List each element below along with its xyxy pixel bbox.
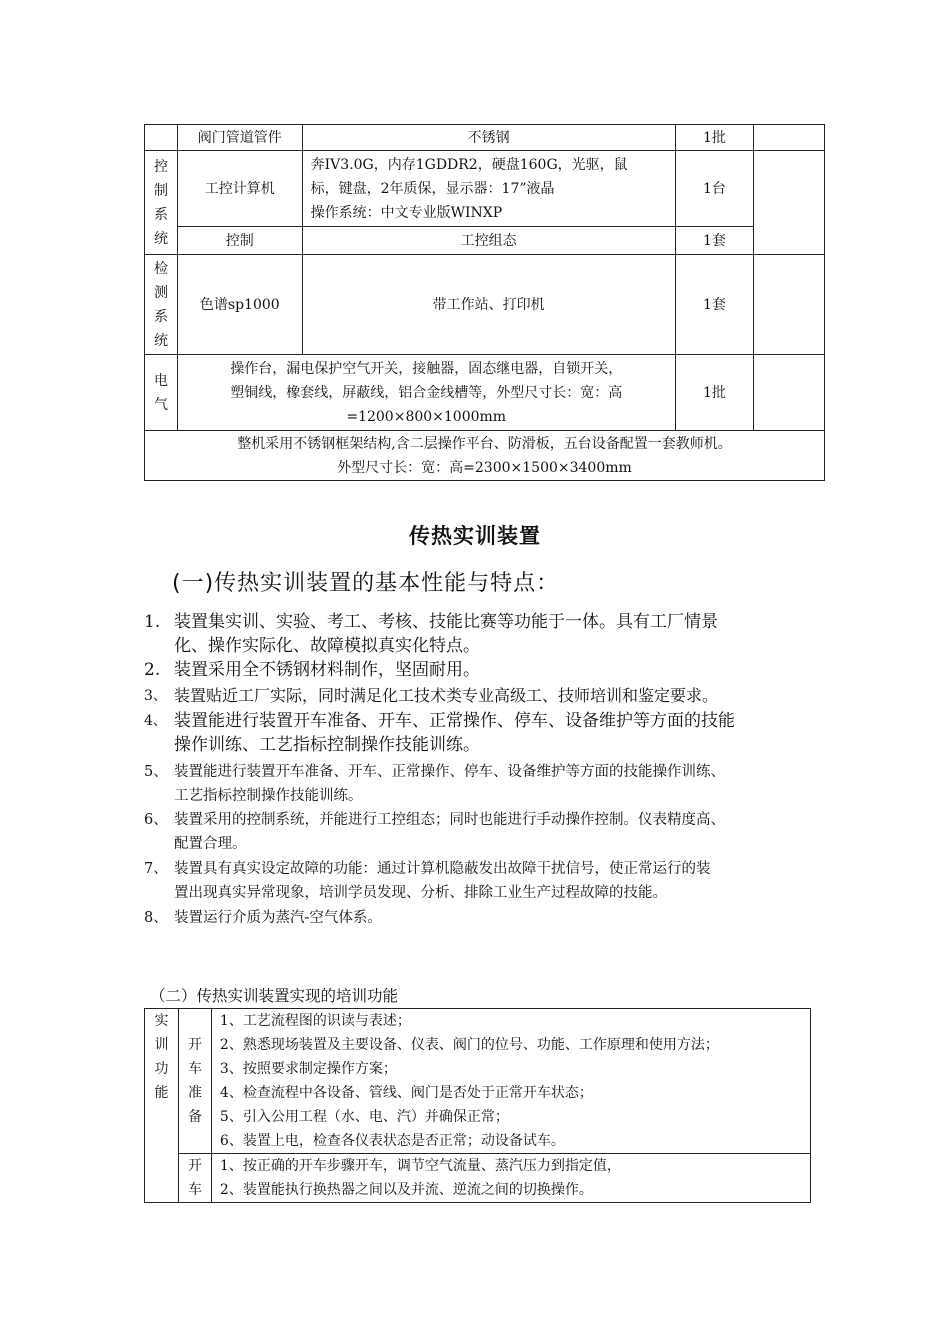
item-line: 操作训练、工艺指标控制操作技能训练。 [174, 735, 480, 755]
stage-char: 准 [187, 1085, 202, 1101]
spec-line: =1200×800×1000mm [346, 408, 507, 425]
table-row [145, 151, 825, 227]
item-qty: 1台 [675, 151, 754, 227]
table-footer-note [145, 431, 825, 481]
group-label-control-system [145, 151, 178, 255]
empty-cell [145, 125, 178, 151]
item-line: 装置能进行装置开车准备、开车、正常操作、停车、设备维护等方面的技能 [174, 711, 735, 731]
item-qty: 1批 [675, 355, 754, 431]
group-char: 检 [153, 260, 168, 277]
category-char: 功 [154, 1061, 169, 1077]
item-qty: 1套 [675, 255, 754, 355]
group-char: 系 [153, 308, 168, 325]
item-qty: 1批 [675, 125, 754, 151]
stage-items [211, 1154, 810, 1203]
item-text [174, 684, 854, 708]
stage-label-startup-prep [178, 1009, 211, 1154]
stage-items [211, 1009, 810, 1154]
group-char: 制 [153, 182, 168, 199]
item-text [174, 808, 854, 856]
subheading-features: (一)传热实训装置的基本性能与特点： [172, 571, 560, 596]
group-label-electrical [145, 355, 178, 431]
group-label-detection-system [145, 255, 178, 355]
item-qty: 1套 [675, 227, 754, 255]
item-text [174, 906, 824, 930]
item-text [174, 709, 824, 757]
footer-line: 外型尺寸长：宽：高=2300×1500×3400mm [337, 459, 632, 476]
item-number: 6、 [144, 812, 168, 828]
item-number: 1. [144, 612, 161, 632]
footer-line: 整机采用不锈钢框架结构,含二层操作平台、防滑板，五台设备配置一套教师机。 [237, 435, 732, 452]
group-char: 控 [153, 158, 168, 175]
category-char: 能 [154, 1085, 169, 1101]
item-line: 装置能进行装置开车准备、开车、正常操作、停车、设备维护等方面的技能操作训练、 [174, 764, 725, 780]
item-text [174, 658, 824, 682]
subheading-training: （二）传热实训装置实现的培训功能 [150, 987, 399, 1005]
category-char: 训 [154, 1037, 169, 1053]
item-line: 装置采用全不锈钢材料制作，坚固耐用。 [174, 660, 480, 680]
item-text [174, 610, 824, 658]
equipment-table [144, 124, 825, 481]
empty-cell [754, 355, 825, 431]
item-number: 2. [144, 660, 161, 680]
item-number: 3、 [144, 688, 167, 704]
item-spec: 工控组态 [302, 227, 675, 255]
item-line: 工艺指标控制操作技能训练。 [174, 788, 363, 804]
item-spec: 带工作站、打印机 [302, 255, 675, 355]
item-line: 装置集实训、实验、考工、考核、技能比赛等功能于一体。具有工厂情景 [174, 612, 718, 632]
empty-cell [754, 151, 825, 255]
item-line: 装置具有真实设定故障的功能：通过计算机隐蔽发出故障干扰信号，使正常运行的装 [174, 861, 711, 877]
item-line: 置出现真实异常现象，培训学员发现、分析、排除工业生产过程故障的技能。 [174, 885, 667, 901]
empty-cell [754, 255, 825, 355]
table-row [145, 1009, 811, 1154]
item-name: 控制 [177, 227, 302, 255]
table-row [145, 431, 825, 481]
training-item: 1、按正确的开车步骤开车，调节空气流量、蒸汽压力到指定值， [219, 1158, 621, 1174]
group-char: 系 [153, 206, 168, 223]
empty-cell [754, 125, 825, 151]
item-name: 色谱sp1000 [177, 255, 302, 355]
group-char: 气 [153, 396, 168, 413]
group-char: 统 [153, 230, 168, 247]
training-item: 2、熟悉现场装置及主要设备、仪表、阀门的位号、功能、工作原理和使用方法； [219, 1037, 719, 1053]
spec-line: 塑铜线，橡套线，屏蔽线，铝合金线槽等，外型尺寸长：宽：高 [230, 384, 623, 401]
item-line: 化、操作实际化、故障模拟真实化特点。 [174, 636, 480, 656]
training-item: 1、工艺流程图的识读与表述； [219, 1013, 411, 1029]
stage-label-startup [178, 1154, 211, 1203]
section-title: 传热实训装置 [409, 523, 541, 548]
item-number: 4、 [144, 713, 167, 729]
item-text [174, 857, 854, 905]
table-row [145, 1154, 811, 1203]
training-table [144, 1008, 811, 1203]
item-line: 装置运行介质为蒸汽-空气体系。 [174, 910, 382, 926]
training-item: 2、装置能执行换热器之间以及并流、逆流之间的切换操作。 [219, 1182, 593, 1198]
spec-line: 操作系统：中文专业版WINXP [310, 204, 503, 221]
stage-char: 开 [187, 1037, 202, 1053]
item-number: 5、 [144, 764, 168, 780]
item-name: 阀门管道管件 [177, 125, 302, 151]
item-spec: 不锈钢 [302, 125, 675, 151]
item-name: 工控计算机 [177, 151, 302, 227]
item-spec [302, 151, 675, 227]
training-item: 6、装置上电，检查各仪表状态是否正常；动设备试车。 [219, 1133, 565, 1149]
training-item: 4、检查流程中各设备、管线、阀门是否处于正常开车状态； [219, 1085, 593, 1101]
category-char: 实 [154, 1013, 169, 1029]
group-char: 测 [153, 284, 168, 301]
table-row [145, 255, 825, 355]
spec-line: 操作台，漏电保护空气开关，接触器，固态继电器，自锁开关， [230, 360, 623, 377]
item-number: 8、 [144, 910, 168, 926]
training-item: 3、按照要求制定操作方案； [219, 1061, 397, 1077]
item-line: 装置采用的控制系统，并能进行工控组态；同时也能进行手动操作控制。仪表精度高、 [174, 812, 725, 828]
item-spec [177, 355, 675, 431]
item-line: 配置合理。 [174, 836, 247, 852]
stage-char: 开 [187, 1158, 202, 1174]
stage-char: 车 [187, 1061, 202, 1077]
spec-line: 标，键盘，2年质保，显示器：17”液晶 [310, 180, 555, 197]
group-char: 电 [153, 372, 168, 389]
table-row [145, 227, 825, 255]
item-text [174, 760, 854, 808]
group-char: 统 [153, 332, 168, 349]
item-number: 7、 [144, 861, 168, 877]
item-line: 装置贴近工厂实际，同时满足化工技术类专业高级工、技师培训和鉴定要求。 [174, 686, 719, 705]
category-label [145, 1009, 179, 1203]
stage-char: 备 [187, 1109, 202, 1125]
table-row [145, 355, 825, 431]
spec-line: 奔IV3.0G，内存1GDDR2，硬盘160G，光驱，鼠 [310, 156, 628, 173]
training-item: 5、引入公用工程（水、电、汽）并确保正常； [219, 1109, 509, 1125]
stage-char: 车 [187, 1182, 202, 1198]
table-row [145, 125, 825, 151]
